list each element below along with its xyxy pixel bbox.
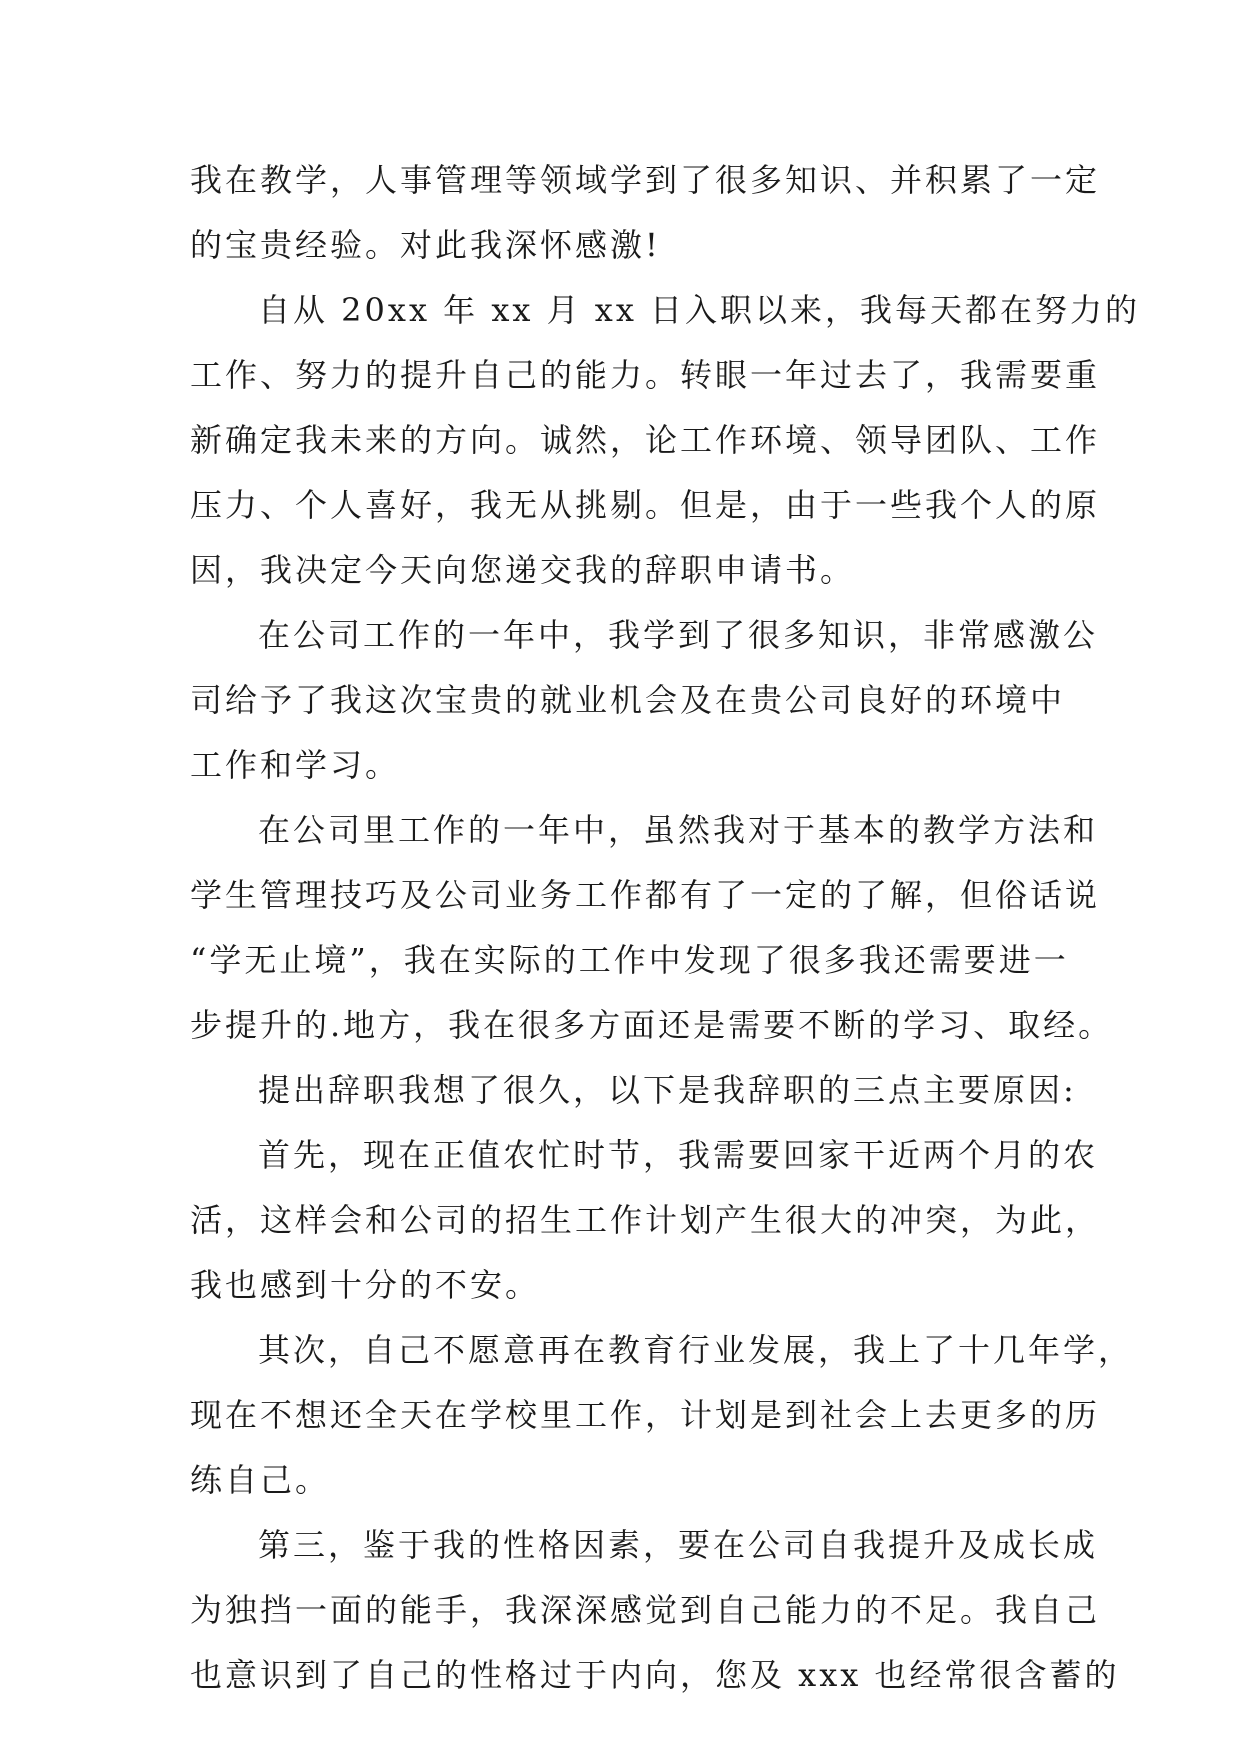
text-line: “学无止境”，我在实际的工作中发现了很多我还需要进一 xyxy=(190,941,1069,979)
paragraph xyxy=(190,148,1101,278)
paragraph xyxy=(190,278,1141,603)
text-line: 提出辞职我想了很久，以下是我辞职的三点主要原因: xyxy=(258,1071,1077,1109)
text-line: 我在教学，人事管理等领域学到了很多知识、并积累了一定 xyxy=(190,161,1101,199)
document-body xyxy=(190,148,1141,1708)
text-line: 因，我决定今天向您递交我的辞职申请书。 xyxy=(190,551,856,589)
text-line: 为独挡一面的能手，我深深感觉到自己能力的不足。我自己 xyxy=(190,1591,1101,1629)
paragraph xyxy=(190,1513,1120,1708)
text-line: 我也感到十分的不安。 xyxy=(190,1266,541,1304)
text-line: 工作、努力的提升自己的能力。转眼一年过去了，我需要重 xyxy=(190,356,1101,394)
text-line: 新确定我未来的方向。诚然，论工作环境、领导团队、工作 xyxy=(190,421,1101,459)
text-line: 自从 20xx 年 xx 月 xx 日入职以来，我每天都在努力的 xyxy=(258,291,1141,329)
text-line: 压力、个人喜好，我无从挑剔。但是，由于一些我个人的原 xyxy=(190,486,1101,524)
text-line: 司给予了我这次宝贵的就业机会及在贵公司良好的环境中 xyxy=(190,681,1066,719)
text-line: 在公司里工作的一年中，虽然我对于基本的教学方法和 xyxy=(258,811,1099,849)
paragraph xyxy=(190,1318,1134,1513)
paragraph xyxy=(190,603,1099,798)
text-line: 步提升的.地方，我在很多方面还是需要不断的学习、取经。 xyxy=(190,1006,1114,1044)
text-line: 也意识到了自己的性格过于内向，您及 xxx 也经常很含蓄的 xyxy=(190,1656,1120,1694)
text-line: 其次，自己不愿意再在教育行业发展，我上了十几年学， xyxy=(258,1331,1134,1369)
text-line: 现在不想还全天在学校里工作，计划是到社会上去更多的历 xyxy=(190,1396,1101,1434)
text-line: 的宝贵经验。对此我深怀感激! xyxy=(190,226,661,264)
text-line: 学生管理技巧及公司业务工作都有了一定的了解，但俗话说 xyxy=(190,876,1101,914)
text-line: 练自己。 xyxy=(190,1461,331,1499)
text-line: 第三，鉴于我的性格因素，要在公司自我提升及成长成 xyxy=(258,1526,1099,1564)
text-line: 工作和学习。 xyxy=(190,746,401,784)
paragraph xyxy=(190,1123,1101,1318)
paragraph xyxy=(190,798,1114,1058)
text-line: 活，这样会和公司的招生工作计划产生很大的冲突，为此， xyxy=(190,1201,1101,1239)
text-line: 首先，现在正值农忙时节，我需要回家干近两个月的农 xyxy=(258,1136,1099,1174)
text-line: 在公司工作的一年中，我学到了很多知识，非常感激公 xyxy=(258,616,1099,654)
paragraph xyxy=(190,1058,1077,1123)
